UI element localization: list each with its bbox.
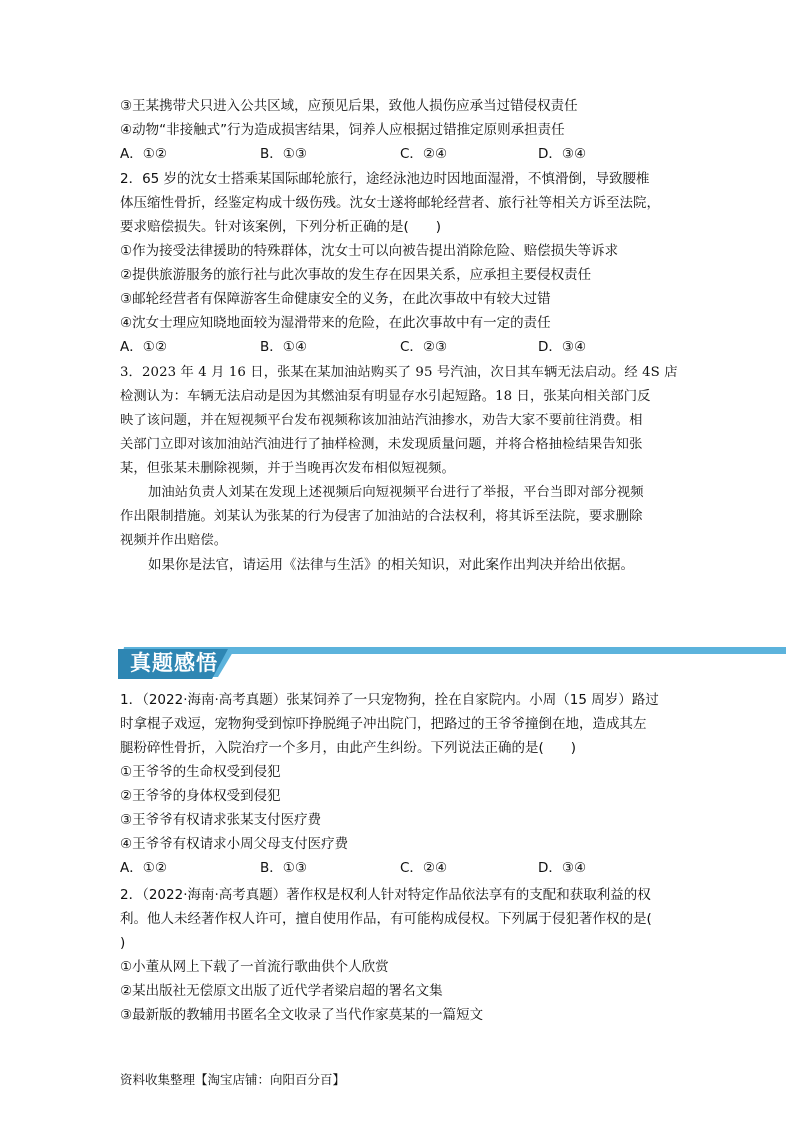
question-stem: 时拿棍子戏逗，宠物狗受到惊吓挣脱绳子冲出院门，把路过的王爷爷撞倒在地，造成其左 (120, 716, 647, 732)
question-paragraph-line: 映了该问题，并在短视频平台发布视频称该加油站汽油掺水，劝告大家不要前往消费。相 (120, 413, 643, 428)
section-title: 真题感悟 (130, 651, 218, 675)
option-a: A．①② (120, 339, 167, 355)
statement: ②王爷爷的身体权受到侵犯 (120, 788, 281, 804)
question-paragraph-line: 加油站负责人刘某在发现上述视频后向短视频平台进行了举报，平台当即对部分视频 (148, 485, 644, 500)
question-paragraph-line: 检测认为：车辆无法启动是因为其燃油泵有明显存水引起短路。18 日，张某向相关部门反 (120, 389, 651, 404)
statement: ④王爷爷有权请求小周父母支付医疗费 (120, 836, 349, 852)
option-a: A．①② (120, 860, 167, 876)
question-task: 如果你是法官，请运用《法律与生活》的相关知识，对此案作出判决并给出依据。 (148, 557, 634, 573)
option-b: B．①③ (260, 860, 307, 876)
question-paragraph-line: 视频并作出赔偿。 (120, 533, 228, 548)
statement: ②某出版社无偿原文出版了近代学者梁启超的署名文集 (120, 983, 443, 999)
banner-strip (218, 647, 786, 654)
section-banner (118, 645, 786, 681)
exam-question-2 (120, 883, 680, 1027)
statement: ③最新版的教辅用书匿名全文收录了当代作家莫某的一篇短文 (120, 1007, 484, 1023)
option-c: C．②④ (400, 146, 448, 162)
statement: ③邮轮经营者有保障游客生命健康安全的义务，在此次事故中有较大过错 (120, 291, 551, 307)
exam-question-1 (120, 688, 680, 880)
statement: ③王某携带犬只进入公共区域，应预见后果，致他人损伤应承当过错侵权责任 (120, 98, 578, 114)
question-2 (120, 167, 680, 359)
question-3 (120, 361, 680, 577)
answer-options (120, 335, 680, 359)
statement: ①王爷爷的生命权受到侵犯 (120, 764, 281, 780)
question-stem: 要求赔偿损失。针对该案例，下列分析正确的是( ) (120, 219, 442, 235)
question-stem: 体压缩性骨折，经鉴定构成十级伤残。沈女士遂将邮轮经营者、旅行社等相关方诉至法院， (120, 195, 660, 211)
option-a: A．①② (120, 146, 167, 162)
statement: ①小董从网上下载了一首流行歌曲供个人欣赏 (120, 959, 389, 975)
banner-shape (118, 645, 786, 681)
question-stem: ) (120, 935, 126, 951)
question-paragraph-line: 作出限制措施。刘某认为张某的行为侵害了加油站的合法权利，将其诉至法院，要求删除 (120, 509, 643, 524)
option-c: C．②③ (400, 339, 448, 355)
statement: ①作为接受法律援助的特殊群体，沈女士可以向被告提出消除危险、赔偿损失等诉求 (120, 243, 619, 259)
answer-options (120, 142, 680, 166)
option-d: D．③④ (538, 146, 587, 162)
statement: ②提供旅游服务的旅行社与此次事故的发生存在因果关系，应承担主要侵权责任 (120, 267, 592, 283)
statement: ④沈女士理应知晓地面较为湿滑带来的危险，在此次事故中有一定的责任 (120, 315, 551, 331)
question-stem: 1．（2022·海南·高考真题）张某饲养了一只宠物狗，拴在自家院内。小周（15 周岁）路过 (120, 692, 659, 708)
statement: ③王爷爷有权请求张某支付医疗费 (120, 812, 322, 828)
question-paragraph-line: 3．2023 年 4 月 16 日，张某在某加油站购买了 95 号汽油，次日其车辆无法启动。经 4S 店 (120, 365, 678, 380)
answer-options (120, 856, 680, 880)
question-paragraph-line: 关部门立即对该加油站汽油进行了抽样检测，未发现质量问题，并将合格抽检结果告知张 (120, 437, 643, 452)
option-c: C．②④ (400, 860, 448, 876)
question-stem: 2．（2022·海南·高考真题）著作权是权利人针对特定作品依法享有的支配和获取利益的权 (120, 887, 651, 903)
option-d: D．③④ (538, 339, 587, 355)
option-b: B．①③ (260, 146, 307, 162)
question-stem: 腿粉碎性骨折，入院治疗一个多月，由此产生纠纷。下列说法正确的是( ) (120, 740, 577, 756)
question-stem: 利。他人未经著作权人许可，擅自使用作品，有可能构成侵权。下列属于侵犯著作权的是( (120, 911, 652, 927)
question-1-tail (120, 94, 680, 166)
option-b: B．①④ (260, 339, 307, 355)
option-d: D．③④ (538, 860, 587, 876)
question-stem: 2．65 岁的沈女士搭乘某国际邮轮旅行，途经泳池边时因地面湿滑，不慎滑倒，导致腰椎 (120, 171, 650, 187)
statement: ④动物“非接触式”行为造成损害结果，饲养人应根据过错推定原则承担责任 (120, 122, 565, 138)
question-paragraph-line: 某，但张某未删除视频，并于当晚再次发布相似短视频。 (120, 461, 455, 476)
page-footer: 资料收集整理【淘宝店铺：向阳百分百】 (120, 1072, 346, 1087)
